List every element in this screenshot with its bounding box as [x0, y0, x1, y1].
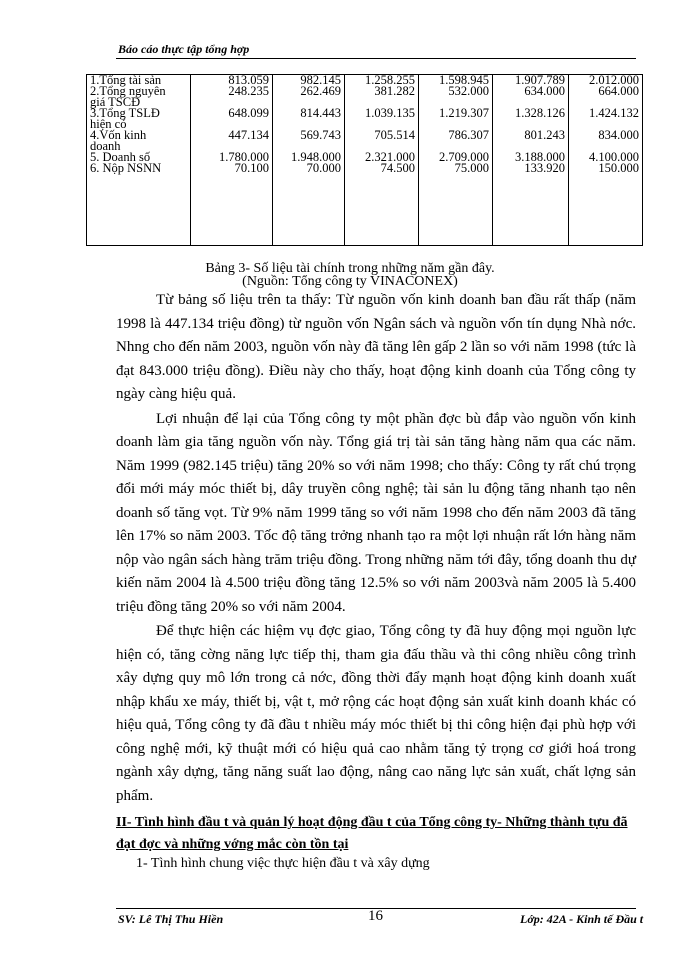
table-cell: 4.100.000	[589, 150, 639, 164]
table-cell: 2.012.000	[589, 73, 639, 87]
table-source: (Nguồn: Tổng công ty VINACONEX)	[242, 274, 458, 289]
row-label: 6. Nộp NSNN	[90, 161, 162, 175]
table-caption: Bảng 3- Số liệu tài chính trong những năm gần đây.	[205, 261, 495, 276]
table-cell: 1.258.255	[365, 73, 415, 87]
table-cell: 814.443	[300, 106, 341, 120]
row-label: 1.Tổng tài sản	[90, 73, 162, 87]
table-cell: 70.000	[306, 161, 341, 175]
value-column-4	[419, 75, 493, 246]
table-cell: 70.100	[234, 161, 269, 175]
row-label: giá TSCĐ	[90, 95, 141, 109]
section-heading: II- Tình hình đầu t và quản lý hoạt động đầu t của Tổng công ty- Những thành tựu đã đạt đợc và những vớng mắc còn tồn tại	[116, 815, 628, 852]
table-cell: 813.059	[228, 73, 269, 87]
table-cell: 1.219.307	[439, 106, 489, 120]
paragraph: Để thực hiện các hiệm vụ đợc giao, Tổng công ty đã huy động mọi nguồn lực hiện có, tăng cờng năng lực tiếp thị, tham gia đấu thầu và thi công nhiều công trình xây dựng quy mô lớn trong cả nớc, đồng thời đẩy mạnh hoạt động kinh doanh xuất nhập khẩu xe máy, thiết bị, vật t, mở rộng các hoạt động sản xuất kinh doanh khác có hiệu quả, Tổng công ty đã đầu t nhiều máy móc thiết bị thi công hiện đại phù hợp với công nghệ mới, kỹ thuật mới có hiệu quả cao nhằm tăng tỷ trọng cơ giới hoá trong ngành xây dựng, tăng năng suất lao động, nâng cao năng lực sản xuất, chất lợng sản phẩm.	[116, 623, 636, 804]
table-row	[87, 75, 643, 246]
value-column-1	[191, 75, 273, 246]
paragraph: Lợi nhuận để lại của Tổng công ty một phần đợc bù đắp vào nguồn vốn kinh doanh làm gia tăng nguồn vốn này. Tổng giá trị tài sản tăng hàng năm qua các năm. Năm 1999 (982.145 triệu) tăng 20% so với năm 1998; cho thấy: Công ty rất chú trọng đổi mới máy móc thiết bị, dây truyền công nghệ; tài sản lu động tăng nhanh tạo nên doanh số tăng vọt. Từ 9% năm 1999 tăng so với năm 1998 cho đến năm 2003 đã tăng lên 17% so năm 2003. Tốc độ tăng trởng nhanh tạo ra một lợi nhuận rất lớn hàng năm nộp vào ngân sách hàng trăm triệu đồng. Trong những năm tới đây, tổng doanh thu dự kiến năm 2004 là 4.500 triệu đồng tăng 12.5% so với năm 2003và năm 2005 là 5.400 triệu đồng tăng 20% so với năm 2004.	[116, 410, 636, 615]
sub-heading: 1- Tình hình chung việc thực hiện đầu t và xây dựng	[136, 856, 430, 871]
row-label: 4.Vốn kinh	[90, 128, 147, 142]
row-label: 2.Tổng nguyên	[90, 84, 166, 98]
table-cell: 2.321.000	[365, 150, 415, 164]
row-label: 3.Tổng TSLĐ	[90, 106, 160, 120]
table-cell: 150.000	[598, 161, 639, 175]
table-cell: 982.145	[300, 73, 341, 87]
row-label: doanh	[90, 139, 121, 153]
value-column-6	[569, 75, 643, 246]
table-cell: 634.000	[524, 84, 565, 98]
table-cell: 133.920	[524, 161, 565, 175]
paragraph: Từ bảng số liệu trên ta thấy: Từ nguồn vốn kinh doanh ban đầu rất thấp (năm 1998 là 447.134 triệu đồng) từ nguồn vốn Ngân sách và nguồn vốn tín dụng Nhà nớc. Nhng cho đến năm 2003, nguồn vốn này đã tăng lên gấp 2 lần so với năm 1998 (tức là đạt 843.000 triệu đồng). Điều này cho thấy, hoạt động kinh doanh của Tổng công ty ngày càng hiệu quả.	[116, 292, 636, 402]
value-column-3	[345, 75, 419, 246]
table-cell: 801.243	[524, 128, 565, 142]
table-cell: 1.424.132	[589, 106, 639, 120]
value-column-2	[273, 75, 345, 246]
table-cell: 248.235	[228, 84, 269, 98]
header-rule	[116, 58, 636, 59]
body-text	[116, 289, 636, 808]
table-cell: 381.282	[374, 84, 415, 98]
table-cell: 705.514	[374, 128, 415, 142]
page-number: 16	[368, 908, 383, 924]
table-cell: 74.500	[380, 161, 415, 175]
table-cell: 262.469	[300, 84, 341, 98]
table-cell: 1.780.000	[219, 150, 269, 164]
value-column-5	[493, 75, 569, 246]
footer-class: Lớp: 42A - Kinh tế Đầu t	[520, 912, 644, 926]
table-cell: 786.307	[448, 128, 489, 142]
table-cell: 2.709.000	[439, 150, 489, 164]
row-label-cell	[87, 75, 191, 246]
table-cell: 664.000	[598, 84, 639, 98]
table-cell: 532.000	[448, 84, 489, 98]
row-label: 5. Doanh số	[90, 150, 151, 164]
table-cell: 1.328.126	[515, 106, 565, 120]
table-cell: 1.907.789	[515, 73, 565, 87]
table-cell: 3.188.000	[515, 150, 565, 164]
table-cell: 1.948.000	[291, 150, 341, 164]
table-cell: 1.039.135	[365, 106, 415, 120]
table-cell: 569.743	[300, 128, 341, 142]
row-label: hiện có	[90, 117, 127, 131]
footer-author: SV: Lê Thị Thu Hiền	[118, 912, 224, 926]
table-cell: 648.099	[228, 106, 269, 120]
financial-table	[86, 74, 643, 246]
table-cell: 1.598.945	[439, 73, 489, 87]
table-cell: 447.134	[228, 128, 269, 142]
header-title: Báo cáo thực tập tổng hợp	[118, 42, 250, 56]
table-cell: 834.000	[598, 128, 639, 142]
table-cell: 75.000	[454, 161, 489, 175]
